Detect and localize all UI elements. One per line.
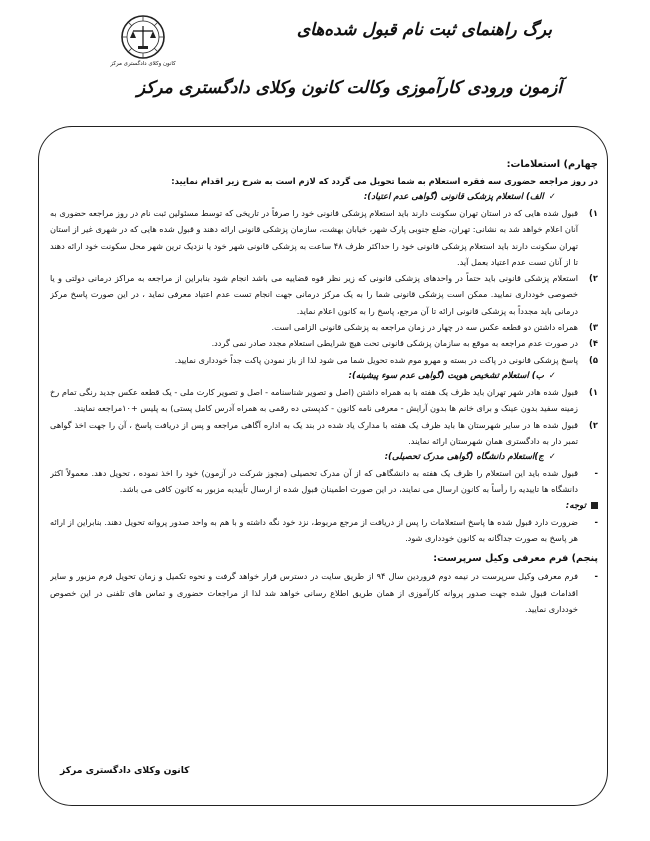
subsection-b-title: ب) استعلام تشخیص هویت (گواهی عدم سوء پیشینه):	[348, 370, 544, 381]
item-number: ۲)	[589, 419, 598, 430]
item-text: قبول شده هایی که در استان تهران سکونت دارند باید استعلام پزشکی قانونی خود را صرفاً در تاریخی که توسط مسئولین ثبت نام در روز مراجعه حضوری به آنان اعلام خواهد شد به نشانی: تهران، ضلع جنوبی پارک شهر، خیابان بهشت، سازمان پزشکی قانونی ارائه دهند و قبول شده هایی که در شهری غیر از استان تهران سکونت دارند باید استعلام پزشکی قانونی خود را حداکثر ظرف ۴۸ ساعت به پزشکی قانونی شهر خود یا نزدیک ترین شهر محل سکونت خود ارائه دهند تا از آنان تست عدم اعتیاد بعمل آید.	[50, 208, 578, 267]
page-title-line1: برگ راهنمای ثبت نام قبول شده‌های	[296, 20, 552, 40]
note-label: توجه:	[565, 500, 586, 511]
list-item	[50, 205, 598, 270]
list-item	[50, 319, 598, 335]
note-list	[50, 514, 598, 547]
item-number: ۵)	[589, 354, 598, 365]
item-text: پاسخ پزشکی قانونی در پاکت در بسته و مهرو موم شده تحویل شما می شود لذا از باز نمودن پاکت جداً خودداری نمایید.	[174, 354, 578, 365]
checkmark-icon: ✓	[548, 370, 556, 381]
list-item	[50, 384, 598, 417]
emblem-icon	[120, 14, 166, 60]
subsection-c-title: ج)استعلام دانشگاه (گواهی مدرک تحصیلی):	[384, 452, 544, 463]
note-bullet-icon	[591, 502, 598, 509]
item-text: همراه داشتن دو قطعه عکس سه در چهار در زمان مراجعه به پزشکی قانونی الزامی است.	[271, 322, 578, 333]
page-title-line2: آزمون ورودی کارآموزی وکالت کانون وکلای دادگستری مرکز	[136, 78, 562, 98]
item-text: قبول شده هادر شهر تهران باید ظرف یک هفته با به همراه داشتن (اصل و تصویر شناسنامه - اصل و تصویر کارت ملی - یک قطعه عکس جدید رنگی تمام رخ زمینه سفید بدون عینک و برای خانم ها بدون آرایش - معرفی نامه کانون - کدپستی ده رقمی به همراه آدرس کامل پستی) به پلیس +۱۰مراجعه نمایند.	[50, 386, 578, 414]
subsection-a-heading	[50, 189, 556, 205]
emblem-logo	[108, 14, 178, 72]
item-number: ۱)	[589, 208, 598, 218]
list-item	[50, 352, 598, 368]
list-item	[50, 417, 598, 450]
item-text: ضرورت دارد قبول شده ها پاسخ استعلامات را پس از دریافت از مرجع مربوط، نزد خود نگه داشته و با هم به واحد صدور پروانه تحویل دهند. بنابراین از ارائه هر پاسخ به صورت جداگانه به کانون خودداری شود.	[50, 516, 578, 544]
item-text: فرم معرفی وکیل سرپرست در نیمه دوم فروردین سال ۹۴ از طریق سایت در دسترس قرار خواهد گرفت و نحوه تکمیل و زمان تحویل فرم مزبور و سایر اقدامات قبول شده جهت صدور پروانه کارآموزی از همان طریق اطلاع رسانی خواهد شد لذا از مراجعات حضوری و تماس های تلفنی در این خصوص خودداری نمایید.	[50, 571, 578, 614]
list-item	[50, 465, 598, 498]
subsection-b-heading	[50, 368, 556, 384]
section-4-title: چهارم) استعلامات:	[506, 159, 598, 170]
note-heading	[50, 498, 598, 514]
list-item	[50, 514, 598, 547]
subsection-c-heading	[50, 449, 556, 465]
item-number: ۴)	[589, 338, 598, 349]
list-b	[50, 384, 598, 449]
content-body	[50, 132, 598, 800]
list-item	[50, 568, 598, 617]
item-text: استعلام پزشکی قانونی باید حتماً در واحدهای پزشکی قانونی که زیر نظر قوه قضاییه می باشد انجام شود بنابراین از مراجعه به مراکز درمانی دولتی و یا خصوصی خودداری نمایید. ممکن است پزشکی قانونی شما را به یک مرکز درمانی جهت انجام تست عدم اعتیاد معرفی نماید ، در این صورت پاسخ مرکز درمانی باید مجدداً به پزشکی قانونی ارائه تا آن مرجع، پاسخ را به کانون اعلام نماید.	[50, 273, 578, 316]
footer-signature: کانون وکلای دادگستری مرکز	[60, 765, 190, 776]
section-4-intro: در روز مراجعه حضوری سه فقره استعلام به شما تحویل می گردد که لازم است به شرح زیر اقدام نمایید:	[171, 176, 598, 186]
list-a	[50, 205, 598, 368]
list-c	[50, 465, 598, 498]
list-item	[50, 270, 598, 319]
checkmark-icon: ✓	[548, 192, 556, 202]
item-number: -	[594, 468, 598, 479]
checkmark-icon: ✓	[548, 452, 556, 463]
item-text: قبول شده باید این استعلام را ظرف یک هفته به دانشگاهی که از آن مدرک تحصیلی (مجوز شرکت در آزمون) خود را اخذ نموده ، تحویل دهد. معمولاً اکثر دانشگاه ها تاییدیه را رأساً به کانون ارسال می نمایند، در این صورت اطمینان قبول شده از ارسال تأییدیه مزبور به کانون کافی می باشد.	[50, 468, 578, 495]
logo-caption: کانون وکلای دادگستری مرکز	[110, 61, 176, 67]
item-number: ۳)	[589, 322, 598, 333]
item-number: -	[594, 516, 598, 527]
item-number: -	[594, 571, 598, 582]
item-text: در صورت عدم مراجعه به موقع به سازمان پزشکی قانونی تحت هیچ شرایطی استعلام مجدد صادر نمی گردد.	[211, 338, 578, 349]
item-text: قبول شده ها در سایر شهرستان ها باید ظرف یک هفته با مدارک یاد شده در بند یک به اداره آگاهی مراجعه و پس از دریافت پاسخ ، آن را جهت اخذ گواهی تمبر دار به دادگستری همان شهرستان ارائه نمایند.	[50, 419, 578, 446]
list-item	[50, 335, 598, 351]
subsection-a-title: الف) استعلام پزشکی قانونی (گواهی عدم اعتیاد):	[363, 192, 544, 202]
section-5-list	[50, 568, 598, 617]
item-number: ۱)	[589, 386, 598, 397]
section-5-title: پنجم) فرم معرفی وکیل سرپرست:	[433, 553, 598, 565]
item-number: ۲)	[589, 273, 598, 284]
